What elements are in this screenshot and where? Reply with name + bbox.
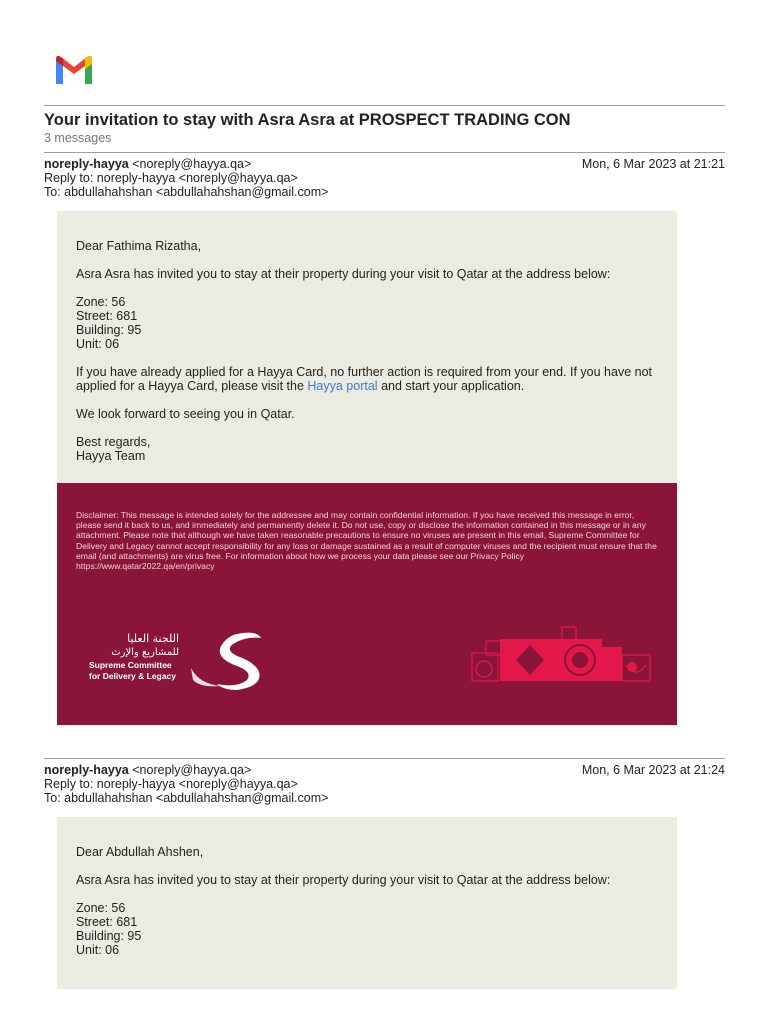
thread-subject: Your invitation to stay with Asra Asra at PROSPECT TRADING CON (44, 111, 571, 129)
closing-line: We look forward to seeing you in Qatar. (76, 407, 295, 421)
invitation-intro: Asra Asra has invited you to stay at their property during your visit to Qatar at the address below: (76, 267, 611, 281)
message-body-card (57, 817, 677, 989)
address-zone: Zone: 56 (76, 295, 126, 309)
hayya-portal-link[interactable]: Hayya portal (307, 379, 378, 393)
address-unit: Unit: 06 (76, 337, 120, 351)
logo-english-line-1: Supreme Committee (89, 660, 172, 670)
address-building: Building: 95 (76, 929, 142, 943)
address-building: Building: 95 (76, 323, 142, 337)
message-header (44, 157, 725, 199)
sc-emblem-icon (191, 633, 261, 690)
message-body-card (57, 211, 677, 726)
greeting: Dear Fathima Rizatha, (76, 239, 202, 253)
gmail-logo-icon (53, 54, 95, 84)
reply-to: Reply to: noreply-hayya <noreply@hayya.qa> (44, 777, 298, 791)
invitation-intro: Asra Asra has invited you to stay at their property during your visit to Qatar at the address below: (76, 873, 611, 887)
logo-arabic-line-2: للمشاريع والإرث (111, 647, 179, 658)
address-unit: Unit: 06 (76, 943, 120, 957)
message-date: Mon, 6 Mar 2023 at 21:24 (581, 763, 725, 777)
supreme-committee-logo (87, 628, 267, 692)
sender[interactable] (44, 763, 251, 777)
footer-banner (57, 483, 677, 725)
team-name: Hayya Team (76, 449, 146, 463)
address-street: Street: 681 (76, 309, 138, 323)
sender[interactable] (44, 157, 251, 171)
logo-english-line-2: for Delivery & Legacy (89, 671, 176, 681)
sender-email: <noreply@hayya.qa> (132, 157, 252, 171)
message-count: 3 messages (44, 131, 112, 145)
sender-name: noreply-hayya (44, 157, 129, 171)
recipient: To: abdullahahshan <abdullahahshan@gmail.com> (44, 185, 329, 199)
reply-to: Reply to: noreply-hayya <noreply@hayya.qa> (44, 171, 298, 185)
signoff: Best regards, (76, 435, 151, 449)
message-divider (44, 758, 725, 759)
action-paragraph (76, 365, 658, 393)
sender-email: <noreply@hayya.qa> (132, 763, 252, 777)
disclaimer-text: Disclaimer: This message is intended solely for the addressee and may contain confidential information. If you have received this message in error, please send it back to us, and immediately and permanently delete it. Do not use, copy or disclose the information contained in this message or in any attachment. Please note that although we have taken reasonable precautions to ensure no viruses are present in this email, Supreme Committee for Delivery and Legacy cannot accept responsibility for any loss or damage sustained as a result of computer viruses and the recipient must ensure that the email (and attachments) are virus free. For information about how we process your data please see our Privacy Policy https://www.qatar2022.qa/en/privacy (76, 510, 657, 572)
header-divider (44, 105, 725, 106)
action-text-after: and start your application. (381, 379, 525, 393)
greeting: Dear Abdullah Ahshen, (76, 845, 204, 859)
address-street: Street: 681 (76, 915, 138, 929)
address-block (76, 295, 658, 351)
sender-name: noreply-hayya (44, 763, 129, 777)
logo-arabic-line-1: اللجنة العليا (127, 632, 179, 645)
tournament-graphic-icon (470, 625, 654, 693)
address-zone: Zone: 56 (76, 901, 126, 915)
message-divider (44, 152, 725, 153)
message-header (44, 763, 725, 805)
recipient: To: abdullahahshan <abdullahahshan@gmail.com> (44, 791, 329, 805)
signature (76, 435, 658, 463)
address-block (76, 901, 658, 957)
action-text-before: If you have already applied for a Hayya Card, no further action is required from your end. If you have not applied for a Hayya Card, please visit the (76, 365, 653, 393)
message-date: Mon, 6 Mar 2023 at 21:21 (581, 157, 725, 171)
